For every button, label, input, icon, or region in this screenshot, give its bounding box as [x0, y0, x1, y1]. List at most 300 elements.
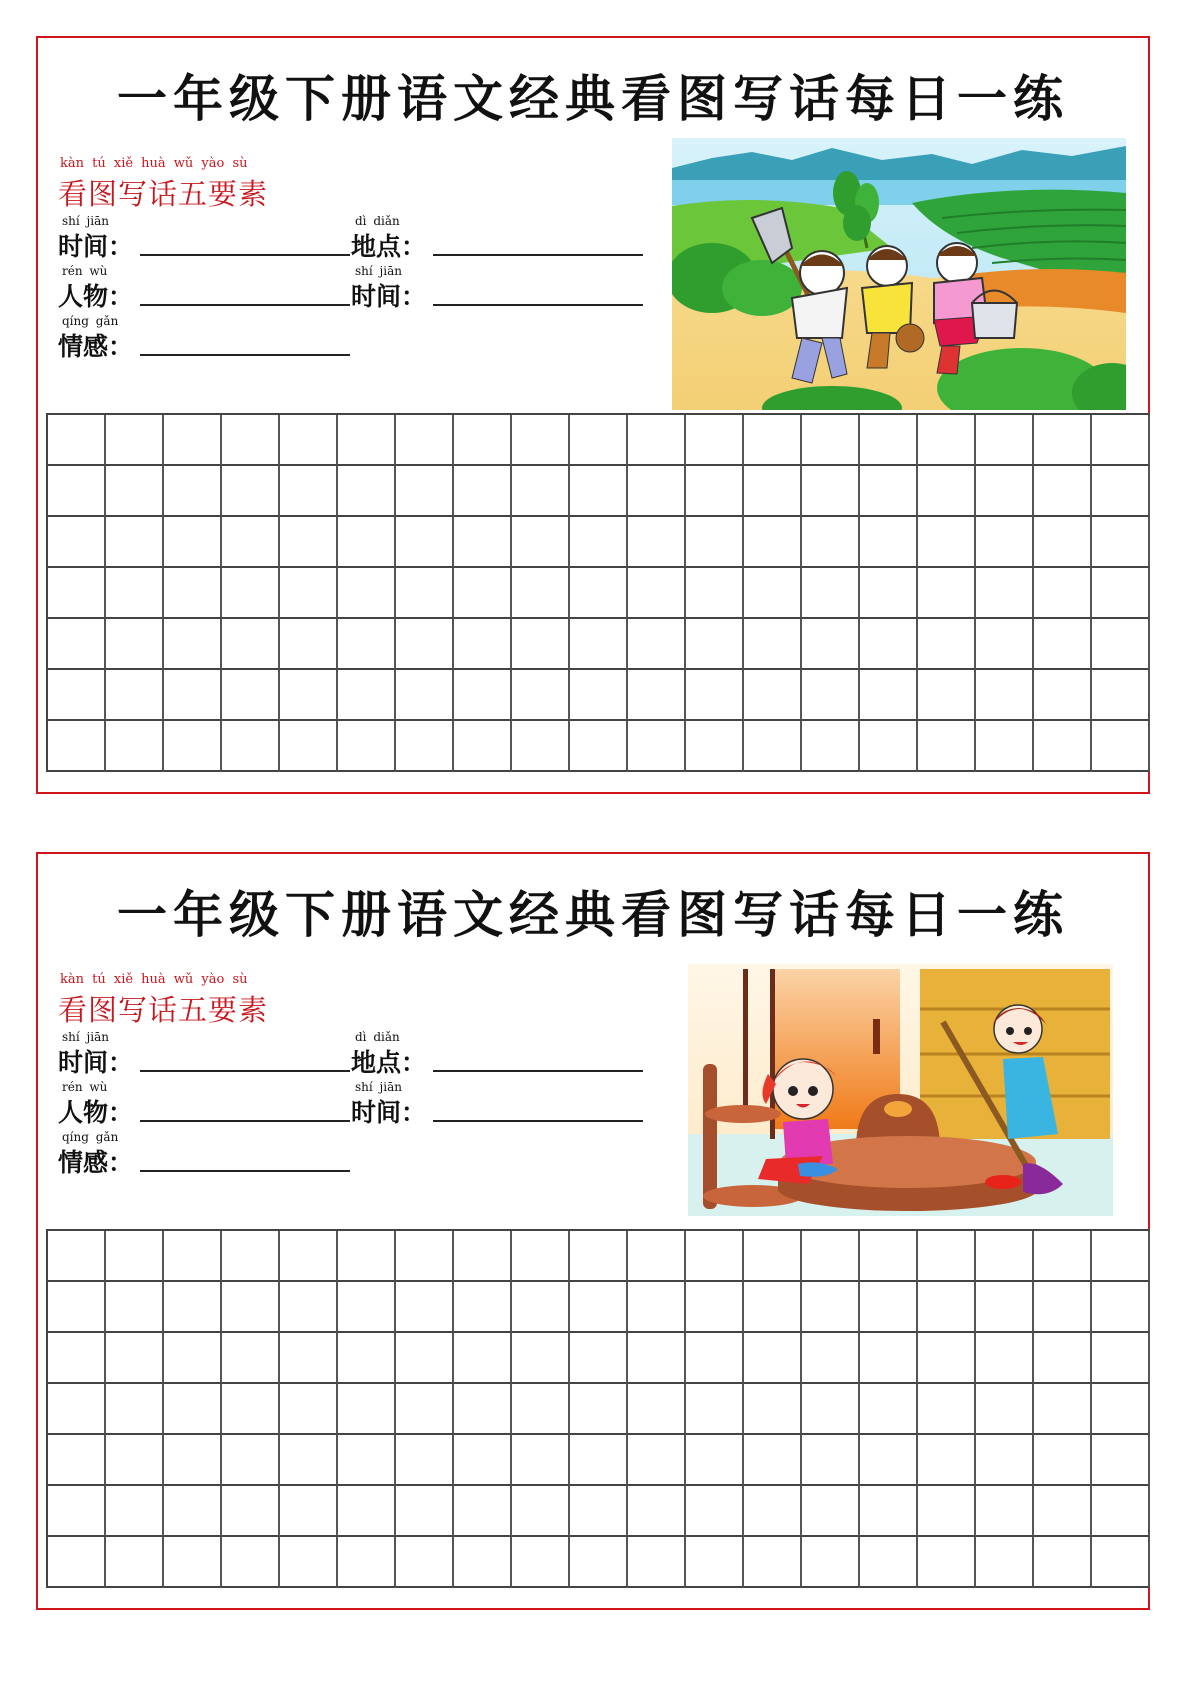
- grid-cell[interactable]: [860, 670, 918, 721]
- grid-cell[interactable]: [512, 517, 570, 568]
- grid-cell[interactable]: [1034, 1384, 1092, 1435]
- grid-cell[interactable]: [976, 517, 1034, 568]
- grid-cell[interactable]: [512, 1486, 570, 1537]
- grid-cell[interactable]: [802, 670, 860, 721]
- writing-grid[interactable]: [46, 1229, 1150, 1588]
- grid-cell[interactable]: [1034, 466, 1092, 517]
- grid-cell[interactable]: [628, 1537, 686, 1588]
- people-answer-line[interactable]: [140, 304, 350, 306]
- grid-cell[interactable]: [222, 568, 280, 619]
- grid-cell[interactable]: [512, 670, 570, 721]
- grid-cell[interactable]: [918, 466, 976, 517]
- grid-cell[interactable]: [106, 670, 164, 721]
- grid-cell[interactable]: [338, 1384, 396, 1435]
- grid-cell[interactable]: [744, 1486, 802, 1537]
- grid-cell[interactable]: [860, 415, 918, 466]
- grid-cell[interactable]: [802, 1231, 860, 1282]
- grid-cell[interactable]: [802, 517, 860, 568]
- grid-cell[interactable]: [338, 1282, 396, 1333]
- people-answer-line[interactable]: [140, 1120, 350, 1122]
- grid-cell[interactable]: [1034, 1435, 1092, 1486]
- grid-cell[interactable]: [628, 1282, 686, 1333]
- grid-cell[interactable]: [454, 1282, 512, 1333]
- grid-cell[interactable]: [570, 619, 628, 670]
- grid-cell[interactable]: [686, 1486, 744, 1537]
- grid-cell[interactable]: [454, 415, 512, 466]
- grid-cell[interactable]: [1092, 1333, 1150, 1384]
- grid-cell[interactable]: [338, 415, 396, 466]
- cleaning-room-picture: [688, 964, 1113, 1216]
- grid-cell[interactable]: [1034, 619, 1092, 670]
- grid-cell[interactable]: [1034, 1333, 1092, 1384]
- grid-cell[interactable]: [164, 1486, 222, 1537]
- grid-cell[interactable]: [164, 1282, 222, 1333]
- grid-cell[interactable]: [570, 1282, 628, 1333]
- grid-cell[interactable]: [686, 415, 744, 466]
- place-answer-line[interactable]: [433, 254, 643, 256]
- grid-cell[interactable]: [280, 1486, 338, 1537]
- grid-cell[interactable]: [338, 721, 396, 772]
- field-pinyin: dì diǎn: [355, 1030, 400, 1044]
- grid-cell[interactable]: [1034, 670, 1092, 721]
- grid-cell[interactable]: [48, 517, 106, 568]
- grid-cell[interactable]: [1092, 1435, 1150, 1486]
- grid-cell[interactable]: [512, 1231, 570, 1282]
- grid-cell[interactable]: [744, 1537, 802, 1588]
- grid-cell[interactable]: [454, 1486, 512, 1537]
- grid-cell[interactable]: [976, 1384, 1034, 1435]
- grid-cell[interactable]: [918, 415, 976, 466]
- grid-cell[interactable]: [396, 415, 454, 466]
- grid-cell[interactable]: [280, 466, 338, 517]
- grid-cell[interactable]: [570, 415, 628, 466]
- grid-cell[interactable]: [280, 517, 338, 568]
- grid-cell[interactable]: [280, 619, 338, 670]
- grid-cell[interactable]: [1092, 1537, 1150, 1588]
- grid-cell[interactable]: [396, 1231, 454, 1282]
- field-label: 时间：: [351, 1098, 427, 1127]
- grid-cell[interactable]: [1034, 517, 1092, 568]
- grid-cell[interactable]: [744, 1282, 802, 1333]
- grid-cell[interactable]: [976, 1231, 1034, 1282]
- grid-cell[interactable]: [106, 1231, 164, 1282]
- grid-cell[interactable]: [1034, 568, 1092, 619]
- grid-cell[interactable]: [48, 1333, 106, 1384]
- grid-cell[interactable]: [48, 466, 106, 517]
- grid-cell[interactable]: [164, 1333, 222, 1384]
- grid-cell[interactable]: [860, 721, 918, 772]
- grid-cell[interactable]: [628, 415, 686, 466]
- grid-cell[interactable]: [628, 568, 686, 619]
- field-label: 情感：: [58, 332, 134, 361]
- grid-cell[interactable]: [164, 466, 222, 517]
- grid-cell[interactable]: [396, 670, 454, 721]
- grid-cell[interactable]: [628, 619, 686, 670]
- grid-cell[interactable]: [1092, 415, 1150, 466]
- grid-cell[interactable]: [744, 1384, 802, 1435]
- grid-cell[interactable]: [164, 1537, 222, 1588]
- grid-cell[interactable]: [686, 1333, 744, 1384]
- grid-cell[interactable]: [976, 568, 1034, 619]
- grid-cell[interactable]: [860, 517, 918, 568]
- grid-cell[interactable]: [976, 1537, 1034, 1588]
- grid-cell[interactable]: [686, 466, 744, 517]
- grid-cell[interactable]: [686, 1537, 744, 1588]
- grid-cell[interactable]: [512, 1384, 570, 1435]
- grid-cell[interactable]: [222, 1231, 280, 1282]
- grid-cell[interactable]: [106, 1486, 164, 1537]
- grid-cell[interactable]: [1034, 415, 1092, 466]
- time-answer-line[interactable]: [433, 1120, 643, 1122]
- grid-cell[interactable]: [744, 670, 802, 721]
- grid-cell[interactable]: [1034, 1231, 1092, 1282]
- grid-cell[interactable]: [338, 670, 396, 721]
- grid-cell[interactable]: [164, 1435, 222, 1486]
- grid-cell[interactable]: [222, 466, 280, 517]
- grid-cell[interactable]: [570, 721, 628, 772]
- grid-cell[interactable]: [164, 721, 222, 772]
- grid-cell[interactable]: [280, 1435, 338, 1486]
- grid-cell[interactable]: [164, 1231, 222, 1282]
- grid-cell[interactable]: [106, 721, 164, 772]
- grid-cell[interactable]: [1092, 1486, 1150, 1537]
- grid-cell[interactable]: [280, 670, 338, 721]
- time-answer-line[interactable]: [433, 304, 643, 306]
- grid-cell[interactable]: [222, 619, 280, 670]
- grid-cell[interactable]: [1034, 721, 1092, 772]
- grid-cell[interactable]: [802, 415, 860, 466]
- grid-cell[interactable]: [338, 1333, 396, 1384]
- grid-cell[interactable]: [280, 1282, 338, 1333]
- grid-cell[interactable]: [918, 1333, 976, 1384]
- grid-cell[interactable]: [744, 721, 802, 772]
- heading-pinyin: kàn tú xiě huà wǔ yào sù: [60, 156, 248, 171]
- grid-cell[interactable]: [512, 466, 570, 517]
- grid-cell[interactable]: [512, 619, 570, 670]
- grid-cell[interactable]: [48, 1384, 106, 1435]
- grid-cell[interactable]: [512, 1537, 570, 1588]
- grid-cell[interactable]: [164, 1384, 222, 1435]
- grid-cell[interactable]: [918, 721, 976, 772]
- grid-cell[interactable]: [860, 1231, 918, 1282]
- grid-cell[interactable]: [164, 415, 222, 466]
- grid-cell[interactable]: [280, 1333, 338, 1384]
- grid-cell[interactable]: [454, 568, 512, 619]
- grid-cell[interactable]: [454, 1435, 512, 1486]
- grid-cell[interactable]: [918, 670, 976, 721]
- grid-cell[interactable]: [454, 721, 512, 772]
- grid-cell[interactable]: [512, 721, 570, 772]
- field-label: 人物：: [58, 282, 134, 311]
- grid-cell[interactable]: [454, 670, 512, 721]
- grid-cell[interactable]: [338, 466, 396, 517]
- grid-cell[interactable]: [918, 1537, 976, 1588]
- field-pinyin: shí jiān: [355, 1080, 402, 1094]
- grid-cell[interactable]: [396, 1537, 454, 1588]
- grid-cell[interactable]: [570, 1231, 628, 1282]
- grid-cell[interactable]: [396, 721, 454, 772]
- grid-cell[interactable]: [686, 1384, 744, 1435]
- grid-cell[interactable]: [918, 568, 976, 619]
- time-answer-line[interactable]: [140, 1070, 350, 1072]
- grid-cell[interactable]: [222, 721, 280, 772]
- grid-cell[interactable]: [860, 1537, 918, 1588]
- grid-cell[interactable]: [976, 1333, 1034, 1384]
- grid-cell[interactable]: [802, 1486, 860, 1537]
- grid-cell[interactable]: [222, 1537, 280, 1588]
- grid-cell[interactable]: [512, 1435, 570, 1486]
- grid-cell[interactable]: [802, 466, 860, 517]
- grid-cell[interactable]: [686, 670, 744, 721]
- grid-cell[interactable]: [338, 568, 396, 619]
- grid-cell[interactable]: [918, 1486, 976, 1537]
- grid-cell[interactable]: [106, 1435, 164, 1486]
- grid-cell[interactable]: [338, 1231, 396, 1282]
- grid-cell[interactable]: [628, 1486, 686, 1537]
- grid-cell[interactable]: [222, 1333, 280, 1384]
- heading-pinyin: kàn tú xiě huà wǔ yào sù: [60, 972, 248, 987]
- grid-cell[interactable]: [628, 670, 686, 721]
- grid-cell[interactable]: [860, 1435, 918, 1486]
- grid-cell[interactable]: [48, 1282, 106, 1333]
- grid-cell[interactable]: [512, 1333, 570, 1384]
- grid-cell[interactable]: [512, 568, 570, 619]
- grid-cell[interactable]: [1092, 517, 1150, 568]
- grid-cell[interactable]: [222, 1384, 280, 1435]
- grid-cell[interactable]: [802, 568, 860, 619]
- grid-cell[interactable]: [454, 1384, 512, 1435]
- grid-cell[interactable]: [164, 568, 222, 619]
- grid-cell[interactable]: [106, 1282, 164, 1333]
- grid-cell[interactable]: [570, 466, 628, 517]
- grid-cell[interactable]: [222, 670, 280, 721]
- grid-cell[interactable]: [106, 1384, 164, 1435]
- grid-cell[interactable]: [802, 1537, 860, 1588]
- writing-grid[interactable]: [46, 413, 1150, 772]
- grid-cell[interactable]: [106, 568, 164, 619]
- grid-cell[interactable]: [570, 670, 628, 721]
- grid-cell[interactable]: [918, 517, 976, 568]
- grid-cell[interactable]: [222, 1435, 280, 1486]
- grid-cell[interactable]: [570, 1435, 628, 1486]
- grid-cell[interactable]: [106, 1537, 164, 1588]
- grid-cell[interactable]: [860, 619, 918, 670]
- grid-cell[interactable]: [1092, 1384, 1150, 1435]
- grid-cell[interactable]: [860, 568, 918, 619]
- grid-cell[interactable]: [628, 721, 686, 772]
- grid-cell[interactable]: [280, 1537, 338, 1588]
- grid-cell[interactable]: [860, 1333, 918, 1384]
- grid-cell[interactable]: [1092, 466, 1150, 517]
- field-label: 地点：: [351, 232, 427, 261]
- grid-cell[interactable]: [48, 1435, 106, 1486]
- grid-cell[interactable]: [628, 1333, 686, 1384]
- grid-cell[interactable]: [686, 1231, 744, 1282]
- grid-cell[interactable]: [396, 1282, 454, 1333]
- field-pinyin: shí jiān: [355, 264, 402, 278]
- grid-cell[interactable]: [164, 619, 222, 670]
- grid-cell[interactable]: [396, 1435, 454, 1486]
- grid-cell[interactable]: [976, 466, 1034, 517]
- field-pinyin: qíng gǎn: [62, 314, 119, 328]
- grid-cell[interactable]: [48, 1537, 106, 1588]
- grid-cell[interactable]: [744, 619, 802, 670]
- grid-cell[interactable]: [48, 568, 106, 619]
- field-pinyin: shí jiān: [62, 214, 109, 228]
- grid-cell[interactable]: [48, 1486, 106, 1537]
- grid-cell[interactable]: [976, 1435, 1034, 1486]
- grid-cell[interactable]: [48, 670, 106, 721]
- grid-cell[interactable]: [1034, 1486, 1092, 1537]
- five-elements-heading: 看图写话五要素: [58, 993, 269, 1027]
- grid-cell[interactable]: [976, 619, 1034, 670]
- grid-cell[interactable]: [802, 1435, 860, 1486]
- grid-cell[interactable]: [686, 1435, 744, 1486]
- five-elements-section: [58, 972, 698, 1212]
- emotion-answer-line[interactable]: [140, 354, 350, 356]
- grid-cell[interactable]: [918, 619, 976, 670]
- grid-cell[interactable]: [744, 1435, 802, 1486]
- grid-cell[interactable]: [686, 619, 744, 670]
- grid-cell[interactable]: [338, 619, 396, 670]
- grid-cell[interactable]: [280, 1384, 338, 1435]
- grid-cell[interactable]: [744, 1333, 802, 1384]
- grid-cell[interactable]: [222, 1486, 280, 1537]
- grid-cell[interactable]: [454, 1537, 512, 1588]
- grid-cell[interactable]: [338, 1537, 396, 1588]
- grid-cell[interactable]: [164, 670, 222, 721]
- grid-cell[interactable]: [48, 721, 106, 772]
- grid-cell[interactable]: [280, 568, 338, 619]
- grid-cell[interactable]: [976, 1486, 1034, 1537]
- grid-cell[interactable]: [686, 1282, 744, 1333]
- grid-cell[interactable]: [860, 1486, 918, 1537]
- grid-cell[interactable]: [570, 1384, 628, 1435]
- grid-cell[interactable]: [1092, 568, 1150, 619]
- grid-cell[interactable]: [396, 1384, 454, 1435]
- grid-cell[interactable]: [106, 1333, 164, 1384]
- place-answer-line[interactable]: [433, 1070, 643, 1072]
- grid-cell[interactable]: [48, 415, 106, 466]
- grid-cell[interactable]: [280, 1231, 338, 1282]
- grid-cell[interactable]: [976, 1282, 1034, 1333]
- grid-cell[interactable]: [396, 1486, 454, 1537]
- grid-cell[interactable]: [1092, 721, 1150, 772]
- grid-cell[interactable]: [454, 619, 512, 670]
- grid-cell[interactable]: [744, 568, 802, 619]
- grid-cell[interactable]: [106, 517, 164, 568]
- emotion-answer-line[interactable]: [140, 1170, 350, 1172]
- grid-cell[interactable]: [338, 1435, 396, 1486]
- grid-cell[interactable]: [628, 1435, 686, 1486]
- field-pinyin: qíng gǎn: [62, 1130, 119, 1144]
- field-label: 人物：: [58, 1098, 134, 1127]
- grid-cell[interactable]: [744, 415, 802, 466]
- grid-cell[interactable]: [686, 568, 744, 619]
- grid-cell[interactable]: [454, 1231, 512, 1282]
- grid-cell[interactable]: [628, 466, 686, 517]
- grid-cell[interactable]: [860, 1384, 918, 1435]
- grid-cell[interactable]: [686, 721, 744, 772]
- grid-cell[interactable]: [1092, 1282, 1150, 1333]
- grid-cell[interactable]: [222, 1282, 280, 1333]
- grid-cell[interactable]: [164, 517, 222, 568]
- grid-cell[interactable]: [628, 1231, 686, 1282]
- grid-cell[interactable]: [744, 1231, 802, 1282]
- grid-cell[interactable]: [1034, 1537, 1092, 1588]
- grid-cell[interactable]: [454, 466, 512, 517]
- grid-cell[interactable]: [280, 415, 338, 466]
- grid-cell[interactable]: [570, 1486, 628, 1537]
- grid-cell[interactable]: [106, 466, 164, 517]
- grid-cell[interactable]: [802, 619, 860, 670]
- grid-cell[interactable]: [976, 670, 1034, 721]
- grid-cell[interactable]: [570, 1333, 628, 1384]
- grid-cell[interactable]: [338, 1486, 396, 1537]
- grid-cell[interactable]: [802, 1333, 860, 1384]
- grid-cell[interactable]: [1034, 1282, 1092, 1333]
- grid-cell[interactable]: [570, 568, 628, 619]
- grid-cell[interactable]: [396, 568, 454, 619]
- grid-cell[interactable]: [454, 1333, 512, 1384]
- grid-cell[interactable]: [396, 466, 454, 517]
- grid-cell[interactable]: [976, 415, 1034, 466]
- field-pinyin: shí jiān: [62, 1030, 109, 1044]
- grid-cell[interactable]: [860, 466, 918, 517]
- worksheet-2: [36, 852, 1150, 1610]
- field-label: 时间：: [58, 232, 134, 261]
- grid-cell[interactable]: [744, 517, 802, 568]
- grid-cell[interactable]: [396, 1333, 454, 1384]
- grid-cell[interactable]: [628, 1384, 686, 1435]
- grid-cell[interactable]: [396, 517, 454, 568]
- grid-cell[interactable]: [802, 1282, 860, 1333]
- cleaning-room-illustration: [688, 964, 1113, 1216]
- grid-cell[interactable]: [48, 619, 106, 670]
- grid-cell[interactable]: [512, 415, 570, 466]
- grid-cell[interactable]: [48, 1231, 106, 1282]
- grid-cell[interactable]: [918, 1282, 976, 1333]
- grid-cell[interactable]: [338, 517, 396, 568]
- grid-cell[interactable]: [976, 721, 1034, 772]
- time-answer-line[interactable]: [140, 254, 350, 256]
- grid-cell[interactable]: [106, 619, 164, 670]
- grid-cell[interactable]: [744, 466, 802, 517]
- grid-cell[interactable]: [1092, 670, 1150, 721]
- grid-cell[interactable]: [570, 517, 628, 568]
- grid-cell[interactable]: [686, 517, 744, 568]
- grid-cell[interactable]: [860, 1282, 918, 1333]
- grid-cell[interactable]: [280, 721, 338, 772]
- grid-cell[interactable]: [802, 1384, 860, 1435]
- grid-cell[interactable]: [918, 1231, 976, 1282]
- grid-cell[interactable]: [918, 1435, 976, 1486]
- grid-cell[interactable]: [454, 517, 512, 568]
- grid-cell[interactable]: [222, 517, 280, 568]
- grid-cell[interactable]: [1092, 1231, 1150, 1282]
- grid-cell[interactable]: [918, 1384, 976, 1435]
- field-label: 时间：: [351, 282, 427, 311]
- grid-cell[interactable]: [1092, 619, 1150, 670]
- grid-cell[interactable]: [628, 517, 686, 568]
- grid-cell[interactable]: [222, 415, 280, 466]
- grid-cell[interactable]: [106, 415, 164, 466]
- grid-cell[interactable]: [512, 1282, 570, 1333]
- field-label: 情感：: [58, 1148, 134, 1177]
- grid-cell[interactable]: [396, 619, 454, 670]
- grid-cell[interactable]: [570, 1537, 628, 1588]
- grid-cell[interactable]: [802, 721, 860, 772]
